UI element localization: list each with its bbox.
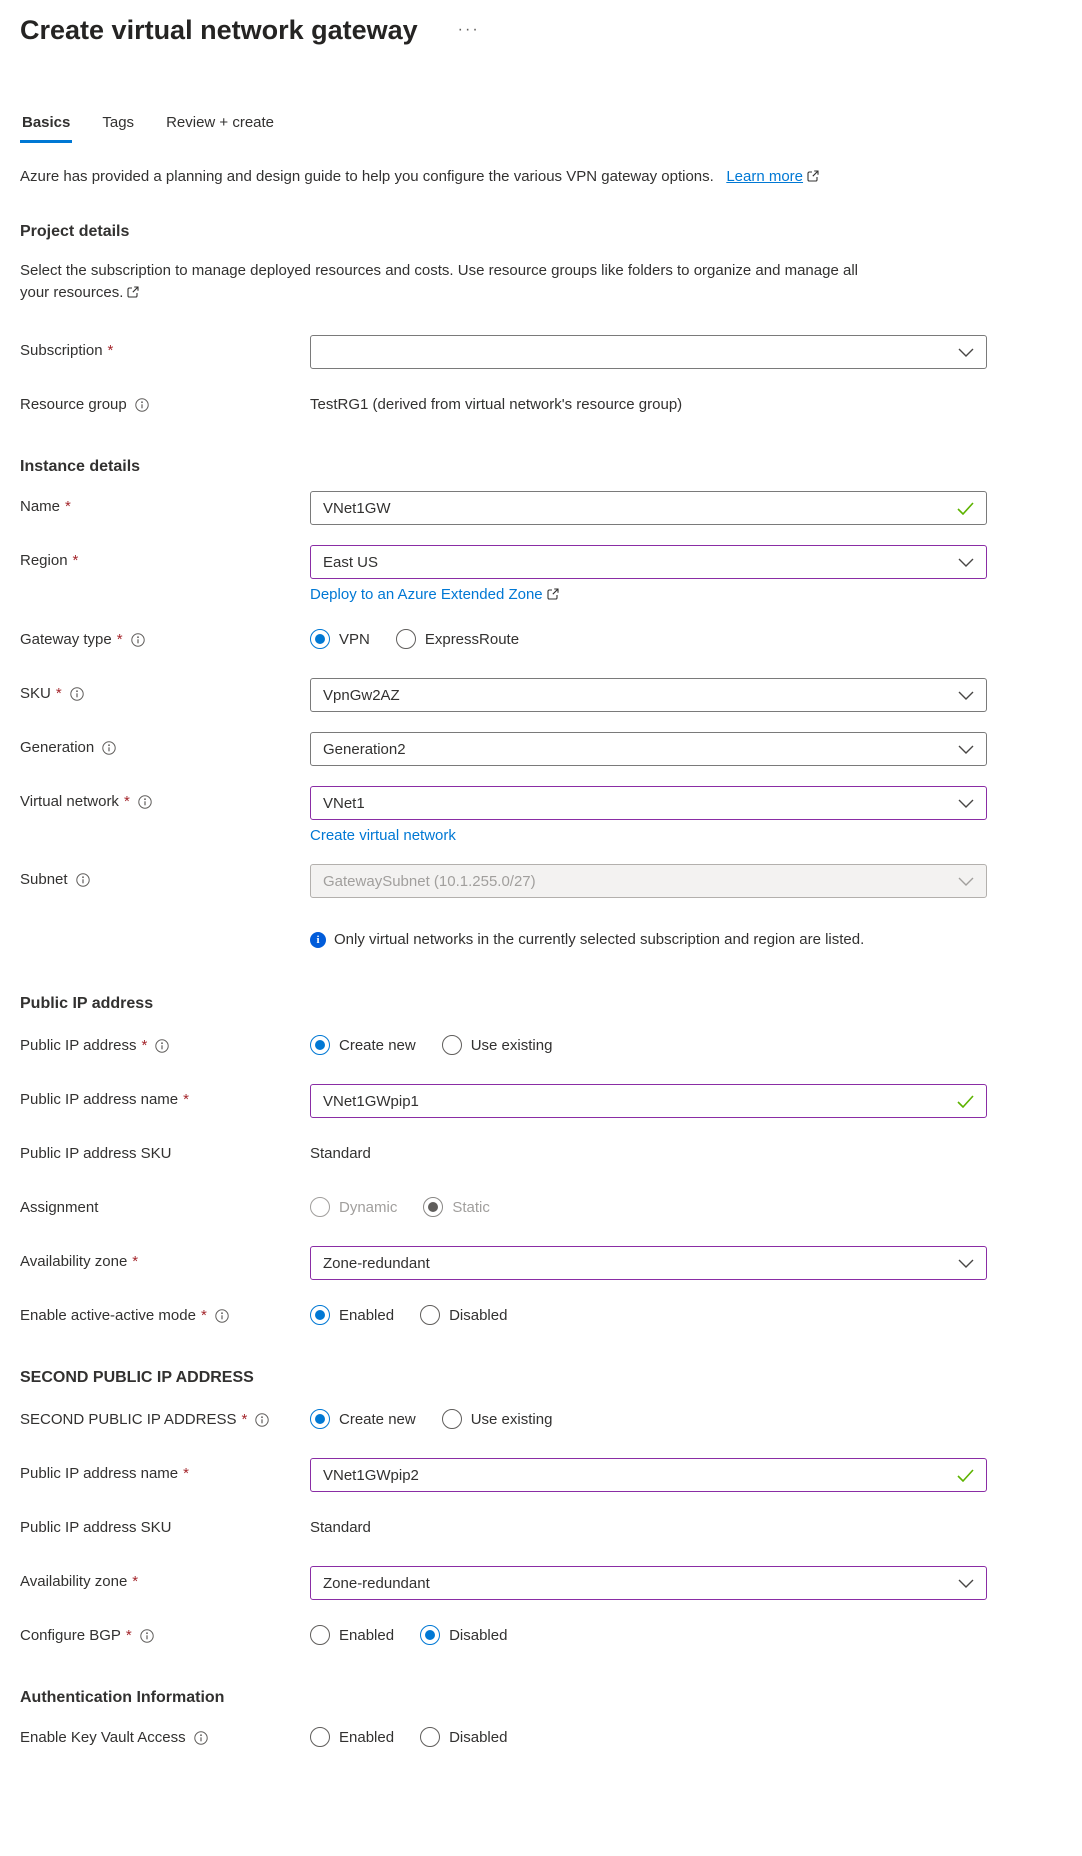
- page-title: Create virtual network gateway: [20, 15, 418, 45]
- public-ip-mode-label: Public IP address *: [20, 1030, 310, 1054]
- required-asterisk: *: [123, 793, 130, 810]
- generation-value: Generation2: [323, 740, 406, 758]
- required-asterisk: *: [72, 552, 79, 569]
- public-ip-mode-row: [20, 1030, 1062, 1064]
- generation-row: [20, 732, 1062, 766]
- page-title-bar: [20, 14, 1062, 46]
- name-input-wrap: [310, 491, 987, 525]
- chevron-down-icon: [958, 1579, 974, 1588]
- subscription-dropdown[interactable]: [310, 335, 987, 369]
- name-label: Name *: [20, 498, 71, 515]
- key-vault-access-row: [20, 1722, 1062, 1756]
- key-vault-access-label: Enable Key Vault Access: [20, 1722, 310, 1746]
- second-availability-zone-label: Availability zone *: [20, 1573, 139, 1590]
- sku-row: [20, 678, 1062, 712]
- active-active-radio-group: [310, 1300, 987, 1325]
- authentication-heading: Authentication Information: [20, 1689, 225, 1706]
- key-vault-access-radio-group: [310, 1722, 987, 1747]
- required-asterisk: *: [55, 685, 62, 702]
- second-availability-zone-value: Zone-redundant: [323, 1574, 430, 1592]
- virtual-network-value: VNet1: [323, 794, 365, 812]
- info-icon[interactable]: [102, 741, 116, 755]
- info-note-row: [20, 926, 1062, 960]
- subnet-label: Subnet: [20, 864, 310, 888]
- subnet-value: GatewaySubnet (10.1.255.0/27): [323, 872, 536, 890]
- sku-dropdown[interactable]: [310, 678, 987, 712]
- region-row: [20, 545, 1062, 604]
- radio-disabled[interactable]: Disabled: [420, 1625, 507, 1645]
- public-ip-sku-value: Standard: [310, 1145, 371, 1162]
- chevron-down-icon: [958, 745, 974, 754]
- second-public-ip-name-label: Public IP address name *: [20, 1465, 189, 1482]
- intro-paragraph: [20, 167, 1062, 188]
- virtual-network-row: [20, 786, 1062, 844]
- radio-selected-icon: [310, 629, 330, 649]
- info-icon[interactable]: [194, 1731, 208, 1745]
- second-public-ip-sku-value: Standard: [310, 1519, 371, 1536]
- availability-zone-dropdown[interactable]: [310, 1246, 987, 1280]
- external-link-icon: [807, 168, 819, 188]
- chevron-down-icon: [958, 691, 974, 700]
- external-link-icon: [127, 283, 139, 305]
- public-ip-name-label: Public IP address name *: [20, 1091, 189, 1108]
- radio-selected-icon: [310, 1409, 330, 1429]
- info-icon[interactable]: [255, 1413, 269, 1427]
- info-icon[interactable]: [215, 1309, 229, 1323]
- second-public-ip-name-row: [20, 1458, 1062, 1492]
- subnet-dropdown-disabled: [310, 864, 987, 898]
- gateway-type-row: [20, 624, 1062, 658]
- chevron-down-icon: [958, 877, 974, 886]
- subscription-label: Subscription *: [20, 342, 114, 359]
- radio-unselected-icon: [442, 1035, 462, 1055]
- radio-create-new[interactable]: Create new: [310, 1035, 416, 1055]
- required-asterisk: *: [141, 1037, 148, 1054]
- info-icon[interactable]: [155, 1039, 169, 1053]
- learn-more-link[interactable]: Learn more: [726, 168, 804, 185]
- required-asterisk: *: [241, 1411, 248, 1428]
- radio-dynamic-disabled: Dynamic: [310, 1197, 397, 1217]
- sku-value: VpnGw2AZ: [323, 686, 400, 704]
- radio-enabled[interactable]: Enabled: [310, 1727, 394, 1747]
- second-public-ip-name-input-wrap: [310, 1458, 987, 1492]
- resource-group-label: Resource group: [20, 389, 310, 413]
- name-row: [20, 491, 1062, 525]
- radio-unselected-icon: [310, 1727, 330, 1747]
- second-availability-zone-dropdown[interactable]: [310, 1566, 987, 1600]
- availability-zone-label: Availability zone *: [20, 1253, 139, 1270]
- project-details-description: Select the subscription to manage deployed resources and costs. Use resource groups like folders to organize and manage all your resources.: [20, 260, 878, 305]
- radio-unselected-icon: [396, 629, 416, 649]
- radio-enabled[interactable]: Enabled: [310, 1305, 394, 1325]
- info-icon[interactable]: [135, 398, 149, 412]
- resource-group-value: TestRG1 (derived from virtual network's resource group): [310, 396, 683, 413]
- second-public-ip-mode-radio-group: [310, 1404, 987, 1429]
- radio-selected-icon: [423, 1197, 443, 1217]
- valid-check-icon: [957, 1469, 974, 1482]
- gateway-type-radio-group: [310, 624, 987, 649]
- chevron-down-icon: [958, 348, 974, 357]
- generation-dropdown[interactable]: [310, 732, 987, 766]
- required-asterisk: *: [183, 1465, 189, 1482]
- chevron-down-icon: [958, 558, 974, 567]
- info-icon[interactable]: [138, 795, 152, 809]
- create-virtual-network-link[interactable]: Create virtual network: [310, 827, 456, 844]
- info-filled-icon: i: [310, 932, 326, 948]
- public-ip-sku-label: Public IP address SKU: [20, 1145, 172, 1162]
- public-ip-name-row: [20, 1084, 1062, 1118]
- required-asterisk: *: [183, 1091, 189, 1108]
- radio-selected-icon: [310, 1305, 330, 1325]
- region-dropdown[interactable]: [310, 545, 987, 579]
- project-details-heading: Project details: [20, 223, 130, 240]
- radio-selected-icon: [420, 1625, 440, 1645]
- radio-static-disabled: Static: [423, 1197, 490, 1217]
- region-value: East US: [323, 553, 379, 571]
- second-availability-zone-row: [20, 1566, 1062, 1600]
- deploy-extended-zone-link[interactable]: Deploy to an Azure Extended Zone: [310, 586, 543, 603]
- availability-zone-row: [20, 1246, 1062, 1280]
- instance-details-heading: Instance details: [20, 458, 141, 475]
- required-asterisk: *: [200, 1307, 207, 1324]
- chevron-down-icon: [958, 1259, 974, 1268]
- basics-form: [20, 335, 1062, 1756]
- radio-use-existing[interactable]: Use existing: [442, 1409, 553, 1429]
- more-menu-icon[interactable]: ···: [457, 21, 480, 38]
- external-link-icon: [547, 587, 559, 604]
- generation-label: Generation: [20, 732, 310, 756]
- intro-text: Azure has provided a planning and design guide to help you configure the various VPN gateway options.: [20, 168, 714, 185]
- radio-disabled[interactable]: Disabled: [420, 1727, 507, 1747]
- gateway-type-label: Gateway type *: [20, 624, 310, 648]
- public-ip-sku-row: [20, 1138, 1062, 1172]
- resource-group-row: [20, 389, 1062, 423]
- assignment-label: Assignment: [20, 1199, 99, 1216]
- tab-review-create[interactable]: Review + create: [166, 114, 275, 131]
- required-asterisk: *: [125, 1627, 132, 1644]
- radio-enabled[interactable]: Enabled: [310, 1625, 394, 1645]
- configure-bgp-radio-group: [310, 1620, 987, 1645]
- required-asterisk: *: [116, 631, 123, 648]
- radio-disabled[interactable]: Disabled: [420, 1305, 507, 1325]
- required-asterisk: *: [132, 1253, 139, 1270]
- second-public-ip-sku-label: Public IP address SKU: [20, 1519, 172, 1536]
- assignment-row: [20, 1192, 1062, 1226]
- public-ip-heading: Public IP address: [20, 995, 154, 1012]
- second-public-ip-name-input[interactable]: [323, 1467, 957, 1484]
- region-label: Region *: [20, 552, 79, 569]
- subnet-row: [20, 864, 1062, 898]
- tab-basics[interactable]: Basics: [20, 114, 72, 143]
- radio-selected-icon: [310, 1035, 330, 1055]
- radio-create-new[interactable]: Create new: [310, 1409, 416, 1429]
- second-public-ip-mode-label: SECOND PUBLIC IP ADDRESS *: [20, 1404, 310, 1428]
- required-asterisk: *: [132, 1573, 139, 1590]
- radio-unselected-icon: [310, 1197, 330, 1217]
- radio-unselected-icon: [310, 1625, 330, 1645]
- radio-expressroute[interactable]: ExpressRoute: [396, 629, 519, 649]
- configure-bgp-label: Configure BGP *: [20, 1620, 310, 1644]
- radio-vpn[interactable]: VPN: [310, 629, 370, 649]
- radio-unselected-icon: [442, 1409, 462, 1429]
- active-active-label: Enable active-active mode *: [20, 1300, 310, 1324]
- radio-unselected-icon: [420, 1727, 440, 1747]
- required-asterisk: *: [107, 342, 114, 359]
- info-icon[interactable]: [131, 633, 145, 647]
- info-icon[interactable]: [140, 1629, 154, 1643]
- assignment-radio-group: [310, 1192, 987, 1217]
- valid-check-icon: [957, 1095, 974, 1108]
- radio-unselected-icon: [420, 1305, 440, 1325]
- second-public-ip-heading: SECOND PUBLIC IP ADDRESS: [20, 1369, 254, 1386]
- info-icon[interactable]: [76, 873, 90, 887]
- virtual-network-info-note: i Only virtual networks in the currently selected subscription and region are listed.: [310, 926, 1070, 950]
- configure-bgp-row: [20, 1620, 1062, 1654]
- required-asterisk: *: [65, 498, 71, 515]
- second-public-ip-sku-row: [20, 1512, 1062, 1546]
- info-icon[interactable]: [70, 687, 84, 701]
- chevron-down-icon: [958, 799, 974, 808]
- public-ip-mode-radio-group: [310, 1030, 987, 1055]
- name-input[interactable]: [323, 500, 957, 517]
- virtual-network-label: Virtual network *: [20, 786, 310, 810]
- tab-bar: [20, 114, 1062, 143]
- virtual-network-dropdown[interactable]: [310, 786, 987, 820]
- second-public-ip-mode-row: [20, 1404, 1062, 1438]
- sku-label: SKU *: [20, 678, 310, 702]
- public-ip-name-input[interactable]: [323, 1093, 957, 1110]
- tab-tags[interactable]: Tags: [102, 114, 135, 131]
- subscription-row: [20, 335, 1062, 369]
- availability-zone-value: Zone-redundant: [323, 1254, 430, 1272]
- radio-use-existing[interactable]: Use existing: [442, 1035, 553, 1055]
- active-active-row: [20, 1300, 1062, 1334]
- public-ip-name-input-wrap: [310, 1084, 987, 1118]
- valid-check-icon: [957, 502, 974, 515]
